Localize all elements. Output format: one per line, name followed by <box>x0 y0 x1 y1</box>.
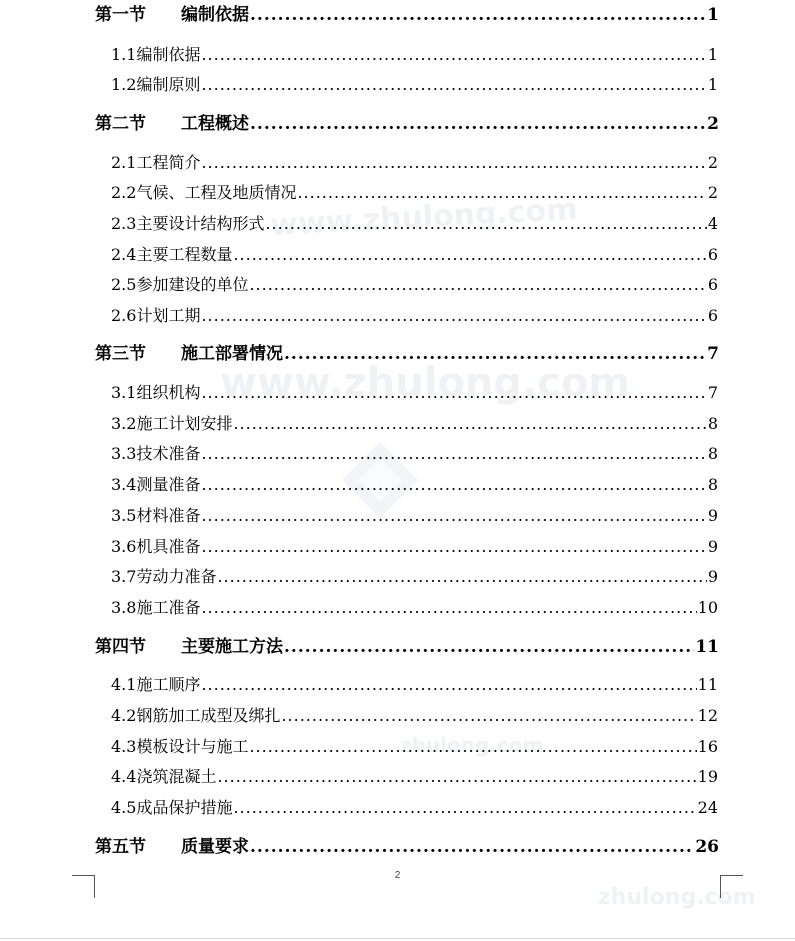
toc-subsection-entry[interactable] <box>111 704 718 728</box>
toc-section-entry[interactable] <box>95 3 719 27</box>
toc-subsection-entry[interactable] <box>111 212 718 236</box>
toc-dot-leader <box>201 442 706 466</box>
toc-dot-leader <box>250 835 694 859</box>
toc-entry-title: 2.4主要工程数量 <box>111 245 233 264</box>
toc-page-number: 2 <box>707 153 718 172</box>
watermark-text: www.zhulong.com <box>269 191 579 244</box>
toc-entry-title: 质量要求 <box>181 837 249 857</box>
toc-subsection-entry[interactable] <box>111 442 718 466</box>
toc-subsection-entry[interactable] <box>111 381 718 405</box>
toc-dot-leader <box>233 412 706 436</box>
toc-section-number: 第三节 <box>95 344 146 364</box>
toc-section-entry[interactable] <box>95 835 719 859</box>
toc-entry-title: 3.5材料准备 <box>111 506 201 525</box>
toc-dot-leader <box>249 735 696 759</box>
toc-dot-leader <box>201 504 706 528</box>
toc-page-number: 9 <box>707 567 718 586</box>
toc-dot-leader <box>217 565 706 589</box>
toc-section-entry[interactable] <box>95 112 719 136</box>
watermark-text: zhulong.com <box>400 733 544 757</box>
toc-page-number: 8 <box>707 444 718 463</box>
toc-dot-leader <box>217 765 696 789</box>
toc-section-entry[interactable] <box>95 635 719 659</box>
toc-entry-title: 4.5成品保护措施 <box>111 798 233 817</box>
toc-subsection-entry[interactable] <box>111 673 718 697</box>
toc-dot-leader <box>250 3 706 27</box>
toc-page-number: 1 <box>707 75 718 94</box>
toc-dot-leader <box>201 43 706 67</box>
toc-entry-title: 3.8施工准备 <box>111 598 201 617</box>
toc-entry-title: 施工部署情况 <box>181 344 283 364</box>
toc-subsection-entry[interactable] <box>111 565 718 589</box>
toc-subsection-entry[interactable] <box>111 151 718 175</box>
toc-dot-leader <box>201 473 706 497</box>
toc-page-number: 9 <box>707 537 718 556</box>
toc-entry-title: 3.6机具准备 <box>111 537 201 556</box>
watermark-text: www.zhulong.com <box>220 360 631 406</box>
toc-entry-title: 4.3模板设计与施工 <box>111 737 249 756</box>
toc-subsection-entry[interactable] <box>111 735 718 759</box>
toc-page-number: 11 <box>697 675 718 694</box>
toc-entry-title: 2.1工程简介 <box>111 153 201 172</box>
toc-entry-title: 1.2编制原则 <box>111 75 201 94</box>
toc-subsection-entry[interactable] <box>111 273 718 297</box>
toc-page-number: 9 <box>707 506 718 525</box>
toc-dot-leader <box>201 304 706 328</box>
toc-page-number: 7 <box>707 383 718 402</box>
toc-dot-leader <box>201 151 706 175</box>
toc-entry-title: 编制依据 <box>181 5 249 25</box>
toc-entry-title: 4.2钢筋加工成型及绑扎 <box>111 706 281 725</box>
toc-page-number: 4 <box>707 214 718 233</box>
toc-page-number: 24 <box>697 798 718 817</box>
toc-subsection-entry[interactable] <box>111 181 718 205</box>
toc-dot-leader <box>201 596 696 620</box>
toc-page-number: 2 <box>707 183 718 202</box>
toc-entry-title: 2.2气候、工程及地质情况 <box>111 183 297 202</box>
toc-dot-leader <box>284 635 694 659</box>
toc-page-number: 8 <box>707 414 718 433</box>
toc-entry-title: 3.4测量准备 <box>111 475 201 494</box>
toc-page-number: 6 <box>707 275 718 294</box>
toc-subsection-entry[interactable] <box>111 504 718 528</box>
toc-page-number: 8 <box>707 475 718 494</box>
toc-entry-title: 3.1组织机构 <box>111 383 201 402</box>
toc-entry-title: 2.6计划工期 <box>111 306 201 325</box>
toc-section-entry[interactable] <box>95 342 719 366</box>
toc-subsection-entry[interactable] <box>111 765 718 789</box>
toc-subsection-entry[interactable] <box>111 73 718 97</box>
toc-page-number: 1 <box>707 45 718 64</box>
toc-subsection-entry[interactable] <box>111 304 718 328</box>
toc-page-number: 6 <box>707 306 718 325</box>
toc-page-number: 19 <box>697 767 718 786</box>
toc-dot-leader <box>201 73 706 97</box>
toc-page-number: 7 <box>707 344 719 364</box>
toc-section-number: 第四节 <box>95 637 146 657</box>
toc-page-number: 12 <box>697 706 718 725</box>
toc-entry-title: 1.1编制依据 <box>111 45 201 64</box>
page-bottom-divider <box>0 938 795 939</box>
toc-dot-leader <box>284 342 706 366</box>
toc-section-number: 第五节 <box>95 837 146 857</box>
toc-dot-leader <box>297 181 706 205</box>
toc-section-number: 第二节 <box>95 114 146 134</box>
toc-page-number: 11 <box>695 637 719 657</box>
toc-dot-leader <box>265 212 706 236</box>
toc-entry-title: 4.1施工顺序 <box>111 675 201 694</box>
toc-page-number: 1 <box>707 5 719 25</box>
toc-subsection-entry[interactable] <box>111 412 718 436</box>
toc-subsection-entry[interactable] <box>111 473 718 497</box>
toc-dot-leader <box>233 796 696 820</box>
toc-entry-title: 主要施工方法 <box>181 637 283 657</box>
toc-subsection-entry[interactable] <box>111 596 718 620</box>
toc-dot-leader <box>233 243 706 267</box>
toc-section-number: 第一节 <box>95 5 146 25</box>
toc-subsection-entry[interactable] <box>111 796 718 820</box>
toc-subsection-entry[interactable] <box>111 243 718 267</box>
watermark-text: zhulong.com <box>598 885 756 910</box>
toc-page-number: 26 <box>695 837 719 857</box>
toc-dot-leader <box>201 381 706 405</box>
toc-entry-title: 工程概述 <box>181 114 249 134</box>
toc-entry-title: 3.2施工计划安排 <box>111 414 233 433</box>
toc-entry-title: 3.7劳动力准备 <box>111 567 217 586</box>
footer-page-number: 2 <box>394 870 401 881</box>
toc-subsection-entry[interactable] <box>111 43 718 67</box>
toc-dot-leader <box>201 673 696 697</box>
toc-page-number: 10 <box>697 598 718 617</box>
toc-page-number: 2 <box>707 114 719 134</box>
toc-page-number: 6 <box>707 245 718 264</box>
toc-dot-leader <box>201 535 706 559</box>
toc-dot-leader <box>249 273 706 297</box>
toc-entry-title: 2.5参加建设的单位 <box>111 275 249 294</box>
toc-subsection-entry[interactable] <box>111 535 718 559</box>
toc-entry-title: 2.3主要设计结构形式 <box>111 214 265 233</box>
toc-page-number: 16 <box>697 737 718 756</box>
toc-entry-title: 3.3技术准备 <box>111 444 201 463</box>
toc-entry-title: 4.4浇筑混凝土 <box>111 767 217 786</box>
toc-dot-leader <box>281 704 696 728</box>
toc-dot-leader <box>250 112 706 136</box>
